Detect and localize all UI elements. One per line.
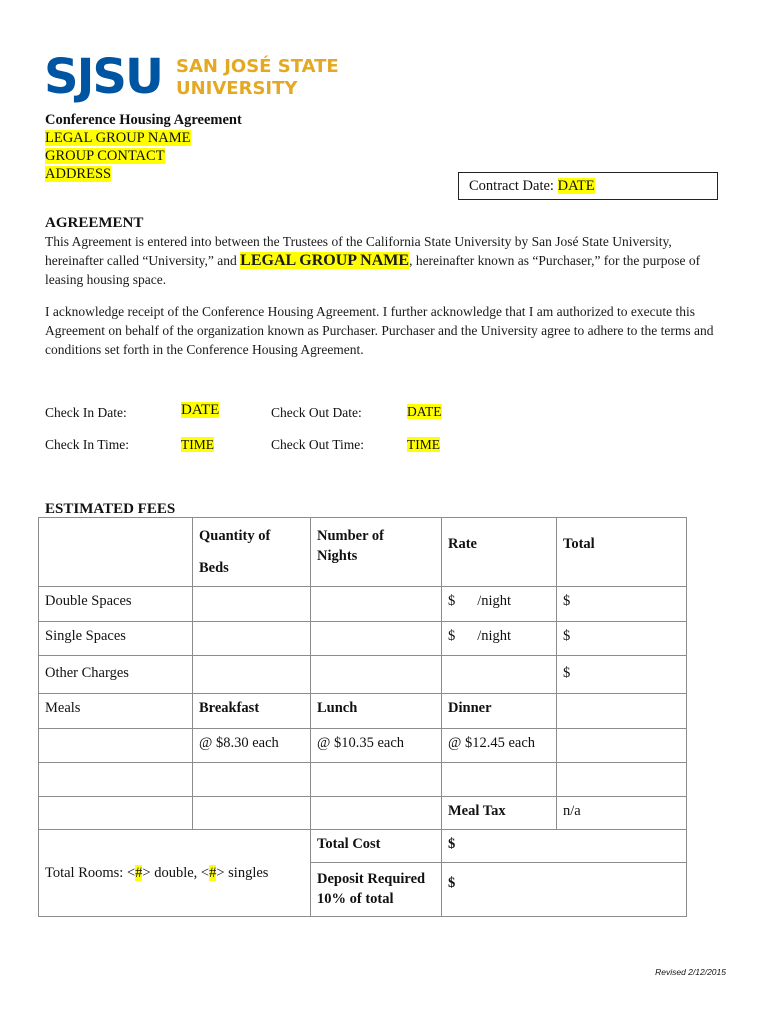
check-in-date-value: DATE	[181, 402, 220, 418]
header-block	[45, 111, 242, 183]
check-out-time-value: TIME	[407, 437, 440, 452]
contract-date-box	[458, 172, 718, 200]
double-total-cell: $	[557, 587, 687, 622]
deposit-line-2: 10% of total	[317, 891, 394, 907]
deposit-required-value: $	[442, 863, 687, 917]
document-title: Conference Housing Agreement	[45, 112, 242, 128]
agreement-p2-line-3: conditions set forth in the Conference Housing Agreement.	[45, 342, 364, 357]
col-number-of-nights	[311, 518, 442, 587]
dinner-count-cell	[442, 763, 557, 797]
meals-label: Meals	[39, 694, 193, 729]
logo-line-1: SAN JOSÉ STATE	[175, 56, 339, 77]
meal-price-blank	[39, 729, 193, 763]
table-row	[39, 656, 687, 694]
logo-line-2: UNIVERSITY	[175, 78, 298, 99]
single-qty-cell	[193, 622, 311, 656]
agreement-p1-text-b: hereinafter called “University,” and	[45, 253, 241, 268]
breakfast-label: Breakfast	[193, 694, 311, 729]
double-rate-dollar: $	[448, 593, 456, 609]
check-out-date-value: DATE	[407, 404, 442, 419]
agreement-p1-line-2	[45, 251, 735, 270]
meal-tax-label: Meal Tax	[442, 797, 557, 830]
meal-tax-value: n/a	[557, 797, 687, 830]
total-cost-label: Total Cost	[311, 830, 442, 863]
check-out-date-label: Check Out Date:	[271, 405, 362, 420]
table-row	[39, 830, 687, 863]
total-rooms-text-a: Total Rooms: <	[45, 864, 136, 881]
revised-date: Revised 2/12/2015	[655, 967, 726, 977]
col-quantity-of-beds	[193, 518, 311, 587]
agreement-p2-line-2: Agreement on behalf of the organization known as Purchaser. Purchaser and the University agree to adhere to the terms and	[45, 323, 714, 338]
double-rate-cell	[442, 587, 557, 622]
table-row	[39, 729, 687, 763]
contract-date-value: DATE	[557, 178, 595, 194]
agreement-p1-line-1: This Agreement is entered into between the Trustees of the California State University by San José State University,	[45, 234, 672, 249]
meal-tax-blank-2	[193, 797, 311, 830]
other-rate-cell	[442, 656, 557, 694]
agreement-p1-text-c: , hereinafter known as “Purchaser,” for the purpose of	[409, 253, 701, 268]
address: ADDRESS	[45, 166, 112, 182]
dinner-label: Dinner	[442, 694, 557, 729]
single-rate-cell	[442, 622, 557, 656]
contract-date-label: Contract Date:	[469, 178, 554, 194]
double-qty-cell	[193, 587, 311, 622]
meal-count-blank	[39, 763, 193, 797]
logo-mark: SJSU	[44, 49, 162, 105]
total-rooms-double-count: #	[135, 864, 143, 881]
agreement-p1-line-3: leasing housing space.	[45, 272, 167, 287]
other-charges-label: Other Charges	[39, 656, 193, 694]
lunch-label: Lunch	[311, 694, 442, 729]
lunch-price: @ $10.35 each	[311, 729, 442, 763]
other-nights-cell	[311, 656, 442, 694]
other-total-cell: $	[557, 656, 687, 694]
col-quantity-line-1: Quantity of	[199, 528, 271, 544]
table-row	[39, 622, 687, 656]
single-rate-per-night: /night	[477, 628, 512, 644]
single-spaces-label: Single Spaces	[39, 622, 193, 656]
deposit-line-1: Deposit Required	[317, 871, 426, 887]
check-in-time-value: TIME	[181, 437, 214, 452]
agreement-p2-line-1: I acknowledge receipt of the Conference Housing Agreement. I further acknowledge that I am authorized to execute this	[45, 304, 695, 319]
total-rooms-single-count: #	[209, 864, 217, 881]
agreement-paragraph-2	[45, 302, 735, 359]
col-nights-line-2: Nights	[317, 548, 358, 564]
fees-header-blank	[39, 518, 193, 587]
estimated-fees-heading: ESTIMATED FEES	[45, 501, 176, 517]
other-qty-cell	[193, 656, 311, 694]
check-in-date-label: Check In Date:	[45, 405, 127, 420]
fees-header-row	[39, 518, 687, 587]
meal-tax-blank-1	[39, 797, 193, 830]
estimated-fees-table	[38, 517, 687, 917]
double-nights-cell	[311, 587, 442, 622]
col-total: Total	[557, 518, 687, 587]
total-cost-value: $	[442, 830, 687, 863]
check-out-time-label: Check Out Time:	[271, 437, 365, 452]
breakfast-count-cell	[193, 763, 311, 797]
single-nights-cell	[311, 622, 442, 656]
agreement-heading: AGREEMENT	[45, 215, 144, 231]
dinner-price: @ $12.45 each	[442, 729, 557, 763]
col-quantity-line-2: Beds	[199, 560, 229, 576]
meal-tax-blank-3	[311, 797, 442, 830]
total-rooms-text-c: > singles	[216, 864, 269, 881]
group-contact: GROUP CONTACT	[45, 148, 165, 164]
col-rate: Rate	[442, 518, 557, 587]
lunch-count-cell	[311, 763, 442, 797]
check-in-time-label: Check In Time:	[45, 437, 130, 452]
table-row	[39, 763, 687, 797]
meal-price-total-cell	[557, 729, 687, 763]
single-rate-dollar: $	[448, 628, 456, 644]
legal-group-name: LEGAL GROUP NAME	[45, 130, 191, 146]
meal-count-total-cell	[557, 763, 687, 797]
double-spaces-label: Double Spaces	[39, 587, 193, 622]
col-nights-line-1: Number of	[317, 528, 384, 544]
meals-total-cell	[557, 694, 687, 729]
table-row	[39, 694, 687, 729]
total-rooms-text-b: > double, <	[142, 864, 210, 881]
double-rate-per-night: /night	[477, 593, 512, 609]
total-rooms-cell	[39, 830, 311, 917]
sjsu-logo	[44, 49, 339, 105]
agreement-legal-group-name: LEGAL GROUP NAME	[240, 252, 410, 269]
table-row	[39, 797, 687, 830]
agreement-paragraph-1	[45, 232, 735, 289]
single-total-cell: $	[557, 622, 687, 656]
breakfast-price: @ $8.30 each	[193, 729, 311, 763]
table-row	[39, 587, 687, 622]
deposit-required-label	[311, 863, 442, 917]
logo-university-name	[176, 56, 339, 100]
